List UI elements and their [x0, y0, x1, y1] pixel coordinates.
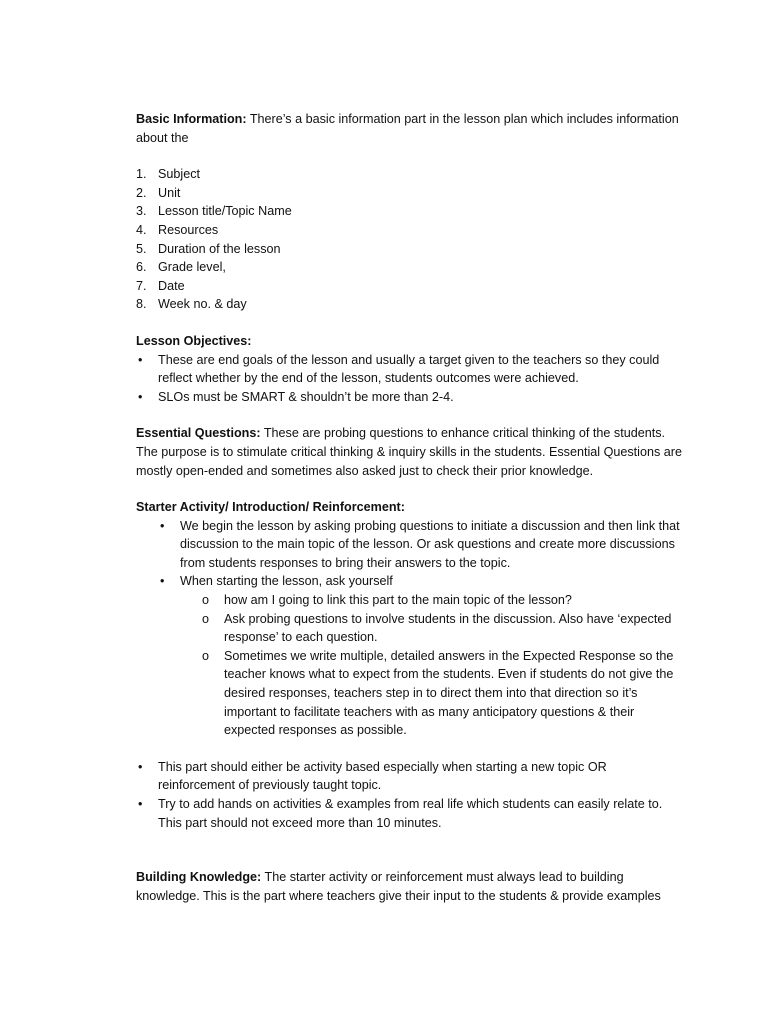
list-item: [136, 258, 684, 277]
sub-list-item: [180, 591, 684, 610]
list-item-text: We begin the lesson by asking probing questions to initiate a discussion and then link that discussion to the main topic of the lesson. Or ask questions and create more discussions from students responses to bring their answers to the topic.: [180, 518, 680, 570]
list-item-text: Week no. & day: [158, 297, 247, 312]
basic-info-heading: Basic Information:: [136, 112, 247, 126]
list-number: 5.: [136, 241, 147, 256]
bullet-icon: •: [160, 518, 165, 533]
sub-list-item-text: how am I going to link this part to the main topic of the lesson?: [224, 593, 572, 608]
list-item: [136, 184, 684, 203]
sub-list-item-text: Sometimes we write multiple, detailed answers in the Expected Response so the teacher knows what to expect from the students. Even if students do not give the desired responses, teachers step in to direct them into that direction so it’s important to facilitate teachers with as many anticipatory questions & their expected responses as possible.: [224, 648, 674, 738]
sub-list-item-text: Ask probing questions to involve students in the discussion. Also have ‘expected response’ to each question.: [224, 611, 672, 645]
list-item-text: Duration of the lesson: [158, 241, 281, 256]
essential-questions-heading: Essential Questions:: [136, 426, 261, 441]
basic-info-paragraph: [136, 110, 684, 147]
list-item-text: Try to add hands on activities & examples from real life which students can easily relate to. This part should not exceed more than 10 minutes.: [158, 797, 663, 830]
list-item-text: When starting the lesson, ask yourself: [180, 574, 393, 589]
list-number: 2.: [136, 185, 147, 200]
starter-list: [136, 517, 684, 740]
list-item-text: Lesson title/Topic Name: [158, 204, 292, 219]
list-number: 3.: [136, 204, 147, 219]
list-item: [136, 240, 684, 259]
starter-after-list: [136, 758, 684, 832]
list-item-text: Resources: [158, 222, 219, 237]
sub-list-item: [180, 647, 684, 740]
sub-bullet-icon: o: [202, 648, 210, 663]
list-item: [136, 295, 684, 314]
building-knowledge-heading: Building Knowledge:: [136, 870, 262, 885]
sub-list-item: [180, 610, 684, 647]
objectives-heading: Lesson Objectives:: [136, 333, 252, 348]
basic-info-text: There’s a basic information part in the lesson plan which includes information about the: [136, 112, 679, 145]
list-item: [136, 758, 684, 795]
list-item: [136, 165, 684, 184]
list-number: 4.: [136, 222, 147, 237]
list-item: [136, 351, 684, 388]
list-item-text: Subject: [158, 167, 201, 182]
list-item: [136, 517, 684, 573]
bullet-icon: •: [138, 759, 143, 774]
list-item-text: These are end goals of the lesson and usually a target given to the teachers so they could reflect whether by the end of the lesson, students outcomes were achieved.: [158, 352, 660, 386]
list-item: [136, 277, 684, 296]
list-number: 8.: [136, 297, 147, 312]
list-item-text: This part should either be activity based especially when starting a new topic OR reinforcement of previously taught topic.: [158, 759, 607, 793]
starter-heading: Starter Activity/ Introduction/ Reinforcement:: [136, 500, 405, 515]
bullet-icon: •: [138, 389, 143, 404]
list-item-text: Date: [158, 278, 185, 293]
bullet-icon: •: [160, 574, 165, 589]
basic-info-list: [136, 165, 684, 314]
building-knowledge-paragraph: [136, 868, 684, 905]
list-item-text: SLOs must be SMART & shouldn’t be more than 2-4.: [158, 389, 454, 404]
list-number: 6.: [136, 260, 147, 275]
essential-questions-text: These are probing questions to enhance critical thinking of the students. The purpose is to stimulate critical thinking & inquiry skills in the students. Essential Questions are mostly open-ended and sometimes also asked just to check their prior knowledge.: [136, 426, 682, 478]
list-item-text: Grade level,: [158, 260, 226, 275]
list-item: [136, 202, 684, 221]
list-item: [136, 795, 684, 832]
document-page: [136, 110, 684, 905]
building-knowledge-text: The starter activity or reinforcement must always lead to building knowledge. This is the part where teachers give their input to the students & provide examples: [136, 870, 661, 903]
bullet-icon: •: [138, 797, 143, 811]
sub-bullet-icon: o: [202, 611, 210, 626]
bullet-icon: •: [138, 352, 143, 367]
list-item: [136, 572, 684, 739]
sub-bullet-icon: o: [202, 593, 210, 608]
list-number: 1.: [136, 167, 147, 182]
list-item: [136, 388, 684, 407]
essential-questions-paragraph: [136, 424, 684, 480]
list-item-text: Unit: [158, 185, 181, 200]
list-item: [136, 221, 684, 240]
list-number: 7.: [136, 278, 147, 293]
starter-sub-list: [180, 591, 684, 740]
objectives-list: [136, 351, 684, 407]
